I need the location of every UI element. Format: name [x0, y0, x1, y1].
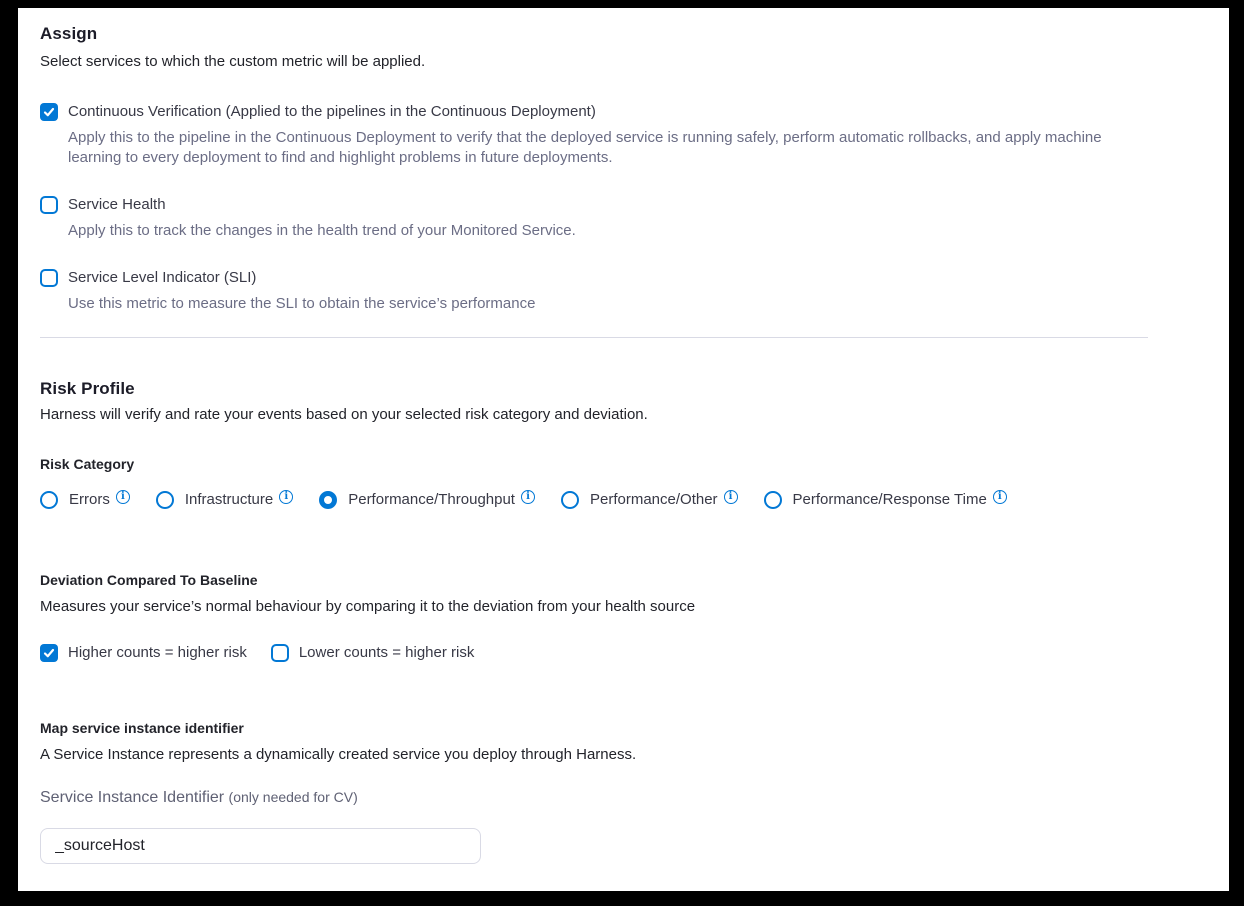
form-panel — [18, 8, 1229, 891]
assign-option-continuous-verification — [40, 102, 1229, 168]
deviation-option-lower-counts — [271, 643, 475, 663]
lower-counts-label[interactable]: Lower counts = higher risk — [298, 644, 475, 661]
errors-info-icon[interactable]: i — [116, 490, 130, 504]
continuous-verification-description: Apply this to the pipeline in the Continuous Deployment to verify that the deployed service is running safely, perform automatic rollbacks, and apply machine learning to every deployment to find and highlight problems in future deployments. — [68, 129, 1102, 166]
assign-section-title: Assign — [40, 24, 98, 43]
radio-option-performance-other — [561, 490, 738, 510]
radio-option-performance-throughput — [319, 490, 535, 510]
map-service-instance-description: A Service Instance represents a dynamically created service you deploy through Harness. — [40, 746, 637, 763]
assign-section-description: Select services to which the custom metric will be applied. — [40, 53, 426, 70]
sli-checkbox[interactable] — [40, 269, 58, 287]
lower-counts-checkbox[interactable] — [271, 644, 289, 662]
service-health-checkbox[interactable] — [40, 196, 58, 214]
errors-radio[interactable] — [40, 491, 58, 509]
service-health-description: Apply this to track the changes in the health trend of your Monitored Service. — [68, 222, 576, 239]
deviation-option-higher-counts — [40, 643, 247, 663]
risk-category-label: Risk Category — [40, 456, 135, 472]
checkmark-icon — [43, 647, 55, 659]
radio-option-infrastructure — [156, 490, 293, 510]
deviation-checkbox-group — [40, 643, 1229, 663]
deviation-description: Measures your service’s normal behaviour by comparing it to the deviation from your health source — [40, 598, 696, 615]
map-service-instance-label: Map service instance identifier — [40, 720, 244, 736]
risk-profile-description: Harness will verify and rate your events based on your selected risk category and deviation. — [40, 406, 648, 423]
checkmark-icon — [43, 106, 55, 118]
higher-counts-checkbox[interactable] — [40, 644, 58, 662]
service-health-label[interactable]: Service Health — [68, 196, 166, 213]
continuous-verification-checkbox[interactable] — [40, 103, 58, 121]
performance-response-time-radio[interactable] — [764, 491, 782, 509]
assign-and-risk-form — [18, 8, 1229, 864]
sli-label[interactable]: Service Level Indicator (SLI) — [68, 269, 257, 286]
service-instance-identifier-input[interactable] — [40, 828, 481, 864]
risk-profile-title: Risk Profile — [40, 379, 135, 398]
sli-description: Use this metric to measure the SLI to obtain the service’s performance — [68, 295, 536, 312]
performance-throughput-info-icon[interactable]: i — [521, 490, 535, 504]
field-label-text: Service Instance Identifier — [40, 789, 225, 806]
errors-radio-label[interactable]: Errors — [69, 491, 110, 508]
infrastructure-radio-label[interactable]: Infrastructure — [184, 491, 274, 508]
service-instance-identifier-field-label — [40, 786, 1229, 809]
performance-response-time-radio-label[interactable]: Performance/Response Time — [792, 491, 987, 508]
field-label-hint: (only needed for CV) — [228, 789, 358, 805]
risk-category-radio-group — [40, 490, 1229, 510]
performance-response-time-info-icon[interactable]: i — [993, 490, 1007, 504]
performance-other-radio[interactable] — [561, 491, 579, 509]
performance-throughput-radio-label[interactable]: Performance/Throughput — [348, 491, 515, 508]
infrastructure-info-icon[interactable]: i — [279, 490, 293, 504]
performance-other-radio-label[interactable]: Performance/Other — [589, 491, 718, 508]
performance-throughput-radio[interactable] — [319, 491, 337, 509]
section-divider — [40, 337, 1148, 338]
higher-counts-label[interactable]: Higher counts = higher risk — [68, 644, 247, 661]
performance-other-info-icon[interactable]: i — [724, 490, 738, 504]
assign-option-service-health — [40, 195, 1229, 241]
radio-option-performance-response-time — [764, 490, 1007, 510]
infrastructure-radio[interactable] — [156, 491, 174, 509]
deviation-label: Deviation Compared To Baseline — [40, 572, 258, 588]
continuous-verification-label[interactable]: Continuous Verification (Applied to the pipelines in the Continuous Deployment) — [68, 103, 596, 120]
radio-option-errors — [40, 490, 130, 510]
assign-option-sli — [40, 268, 1229, 314]
